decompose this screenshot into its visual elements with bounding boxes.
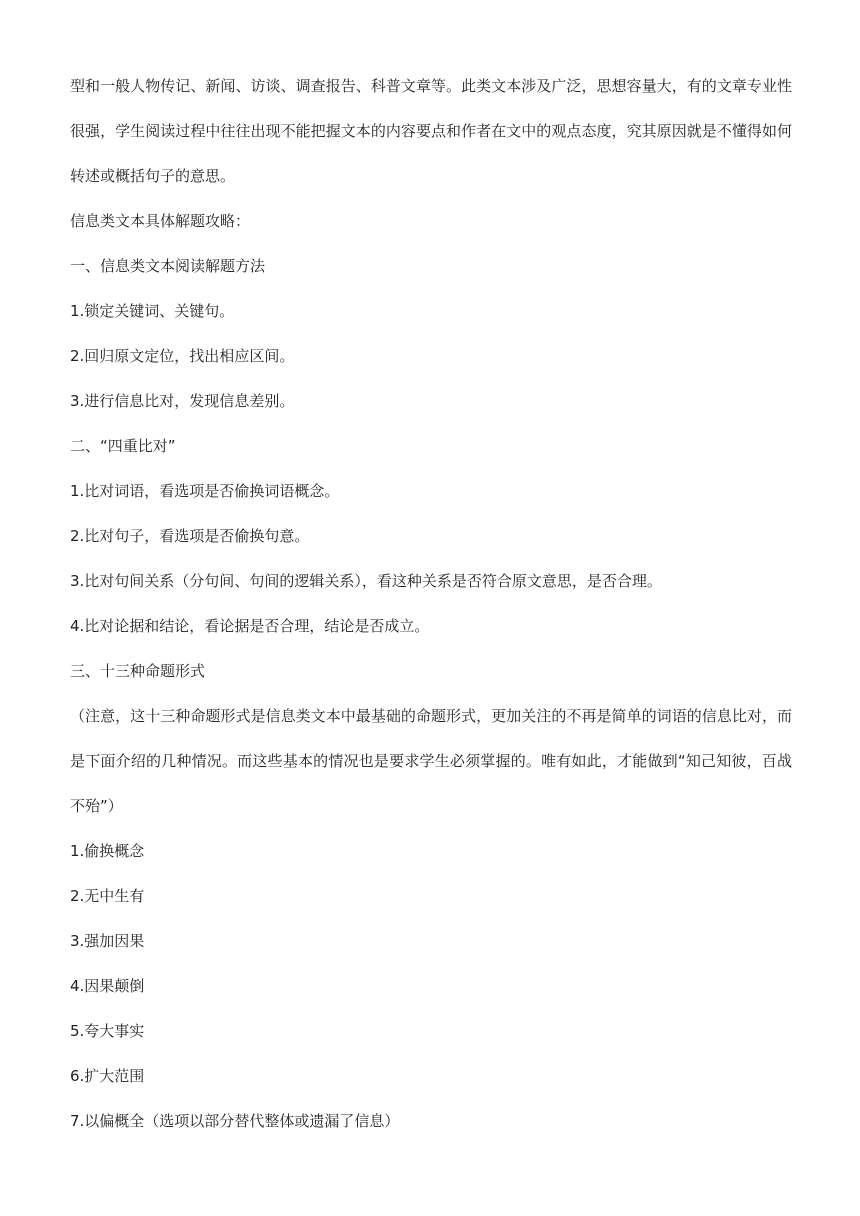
section1-item-3: 3.进行信息比对，发现信息差别。 [70, 392, 295, 410]
section2-item-2: 2.比对句子，看选项是否偷换句意。 [70, 527, 310, 545]
intro-line-1: 型和一般人物传记、新闻、访谈、调查报告、科普文章等。此类文本涉及广泛，思想容量大，有的文章专业性 [70, 77, 792, 95]
section2-heading: 二、“四重比对” [70, 437, 176, 455]
section1-item-2: 2.回归原文定位，找出相应区间。 [70, 347, 295, 365]
intro-line-2: 很强，学生阅读过程中往往出现不能把握文本的内容要点和作者在文中的观点态度，究其原因就是不懂得如何 [70, 122, 792, 140]
section2-item-1: 1.比对词语，看选项是否偷换词语概念。 [70, 482, 340, 500]
section3-item-5: 5.夸大事实 [70, 1022, 145, 1040]
section3-item-2: 2.无中生有 [70, 887, 145, 905]
section3-note-line-1: （注意，这十三种命题形式是信息类文本中最基础的命题形式，更加关注的不再是简单的词语的信息比对，而 [70, 707, 792, 725]
section3-item-3: 3.强加因果 [70, 932, 145, 950]
section3-item-1: 1.偷换概念 [70, 842, 145, 860]
section3-note-line-2: 是下面介绍的几种情况。而这些基本的情况也是要求学生必须掌握的。唯有如此，才能做到“知己知彼，百战 [70, 752, 792, 770]
strategy-title: 信息类文本具体解题攻略： [70, 212, 251, 230]
section3-note-line-3: 不殆”） [70, 797, 123, 815]
section1-item-1: 1.锁定关键词、关键句。 [70, 302, 235, 320]
section2-item-3: 3.比对句间关系（分句间、句间的逻辑关系），看这种关系是否符合原文意思，是否合理。 [70, 572, 662, 590]
section3-item-4: 4.因果颠倒 [70, 977, 145, 995]
section1-heading: 一、信息类文本阅读解题方法 [70, 257, 266, 275]
section3-item-7: 7.以偏概全（选项以部分替代整体或遗漏了信息） [70, 1112, 400, 1130]
section3-item-6: 6.扩大范围 [70, 1067, 145, 1085]
section3-heading: 三、十三种命题形式 [70, 662, 206, 680]
intro-line-3: 转述或概括句子的意思。 [70, 167, 236, 185]
section2-item-4: 4.比对论据和结论，看论据是否合理，结论是否成立。 [70, 617, 430, 635]
